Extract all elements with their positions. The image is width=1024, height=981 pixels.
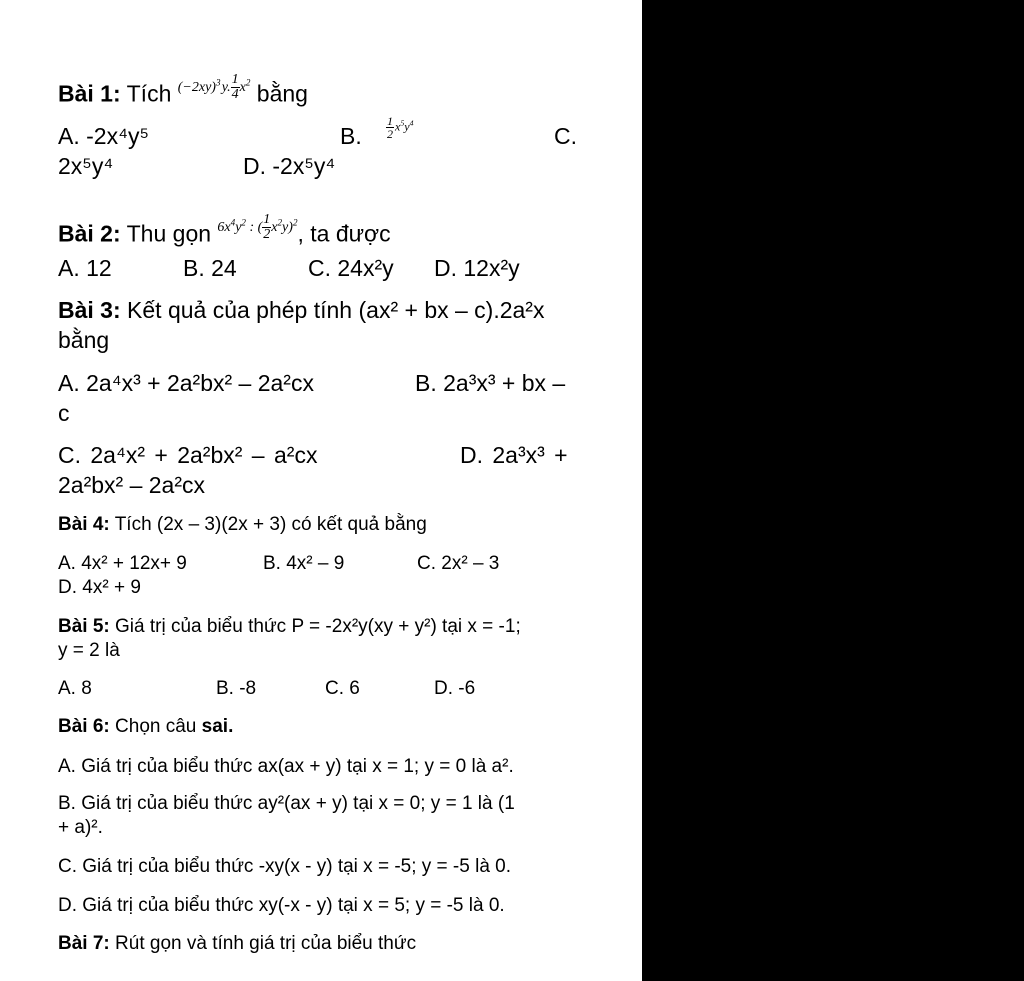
problem-3-option-b: B. 2a³x³ + bx –: [415, 370, 566, 396]
problem-3-label: Bài 3:: [58, 297, 121, 323]
problem-3-text: Kết quả của phép tính (ax² + bx – c).2a²x: [127, 297, 545, 323]
problem-1-option-c: C.: [554, 123, 577, 149]
problem-2-option-c: C. 24x²y: [308, 255, 394, 281]
problem-6-statement-d: D. Giá trị của biểu thức xy(-x - y) tại x = 5; y = -5 là 0.: [58, 895, 505, 916]
problem-1-text: Tích: [126, 80, 172, 107]
problem-6-statement-c: C. Giá trị của biểu thức -xy(x - y) tại x = -5; y = -5 là 0.: [58, 856, 512, 877]
problem-7-heading: [58, 934, 416, 953]
problem-4-option-c: C. 2x² – 3: [417, 553, 500, 574]
problem-5-label: Bài 5:: [58, 616, 110, 637]
problem-4-option-b: B. 4x² – 9: [263, 553, 345, 574]
problem-5-text-cont: y = 2 là: [58, 640, 120, 661]
problem-2-heading: [58, 213, 391, 246]
problem-3-text-cont: bằng: [58, 327, 110, 353]
problem-2-option-b: B. 24: [183, 255, 237, 281]
problem-4-option-a: A. 4x² + 12x+ 9: [58, 553, 187, 574]
problem-2-tail: , ta được: [297, 220, 391, 247]
problem-2-expression: 6x4y2 : ( 1 2 x2y)2: [217, 212, 298, 242]
problem-7-label: Bài 7:: [58, 933, 110, 954]
problem-5-option-d: D. -6: [434, 678, 476, 699]
problem-2-text: Thu gọn: [126, 220, 212, 247]
problem-4-text: Tích (2x – 3)(2x + 3) có kết quả bằng: [114, 514, 427, 535]
problem-3-option-b-cont: c: [58, 400, 70, 426]
problem-4-option-d: D. 4x² + 9: [58, 577, 141, 598]
problem-1-option-d: D. -2x⁵y⁴: [243, 153, 336, 179]
problem-3-heading: [58, 299, 544, 322]
problem-2-label: Bài 2:: [58, 220, 121, 247]
problem-2-option-d: D. 12x²y: [434, 255, 520, 281]
problem-6-text: Chọn câu: [115, 716, 197, 737]
problem-1-option-c-cont: 2x⁵y⁴: [58, 153, 114, 179]
problem-4-label: Bài 4:: [58, 514, 110, 535]
problem-3-option-c: C. 2a⁴x² + 2a²bx² – a²cx: [58, 442, 318, 468]
problem-1-expression: (−2xy)3 y. 1 4 x2: [177, 72, 251, 102]
problem-3-option-a: A. 2a⁴x³ + 2a²bx² – 2a²cx: [58, 370, 314, 396]
black-margin-panel: [642, 0, 1024, 981]
problem-6-statement-b: B. Giá trị của biểu thức ay²(ax + y) tại x = 0; y = 1 là (1: [58, 793, 515, 814]
problem-6-heading: [58, 717, 233, 736]
problem-1-label: Bài 1:: [58, 80, 121, 107]
problem-7-text: Rút gọn và tính giá trị của biểu thức: [115, 933, 417, 954]
problem-1-option-b: B.: [340, 123, 362, 149]
problem-5-text: Giá trị của biểu thức P = -2x²y(xy + y²) tại x = -1;: [115, 616, 521, 637]
problem-5-option-c: C. 6: [325, 678, 360, 699]
problem-3-option-d-cont: 2a²bx² – 2a²cx: [58, 472, 206, 498]
problem-6-label: Bài 6:: [58, 716, 110, 737]
problem-5-heading: [58, 617, 521, 636]
problem-1-heading: [58, 73, 308, 106]
problem-6-statement-b-cont: + a)².: [58, 817, 103, 838]
problem-5-option-a: A. 8: [58, 678, 92, 699]
problem-1-option-b-expression: $\frac{1}{2}$ $x^5y^4$: [387, 114, 414, 141]
problem-5-option-b: B. -8: [216, 678, 257, 699]
problem-1-option-a: A. -2x⁴y⁵: [58, 123, 149, 149]
problem-3-option-d: D. 2a³x³ +: [460, 442, 568, 468]
problem-2-option-a: A. 12: [58, 255, 112, 281]
problem-6-statement-a: A. Giá trị của biểu thức ax(ax + y) tại x = 1; y = 0 là a².: [58, 756, 514, 777]
problem-1-tail: bằng: [256, 80, 308, 107]
problem-4-heading: [58, 515, 427, 534]
problem-6-emphasis: sai.: [201, 716, 234, 737]
